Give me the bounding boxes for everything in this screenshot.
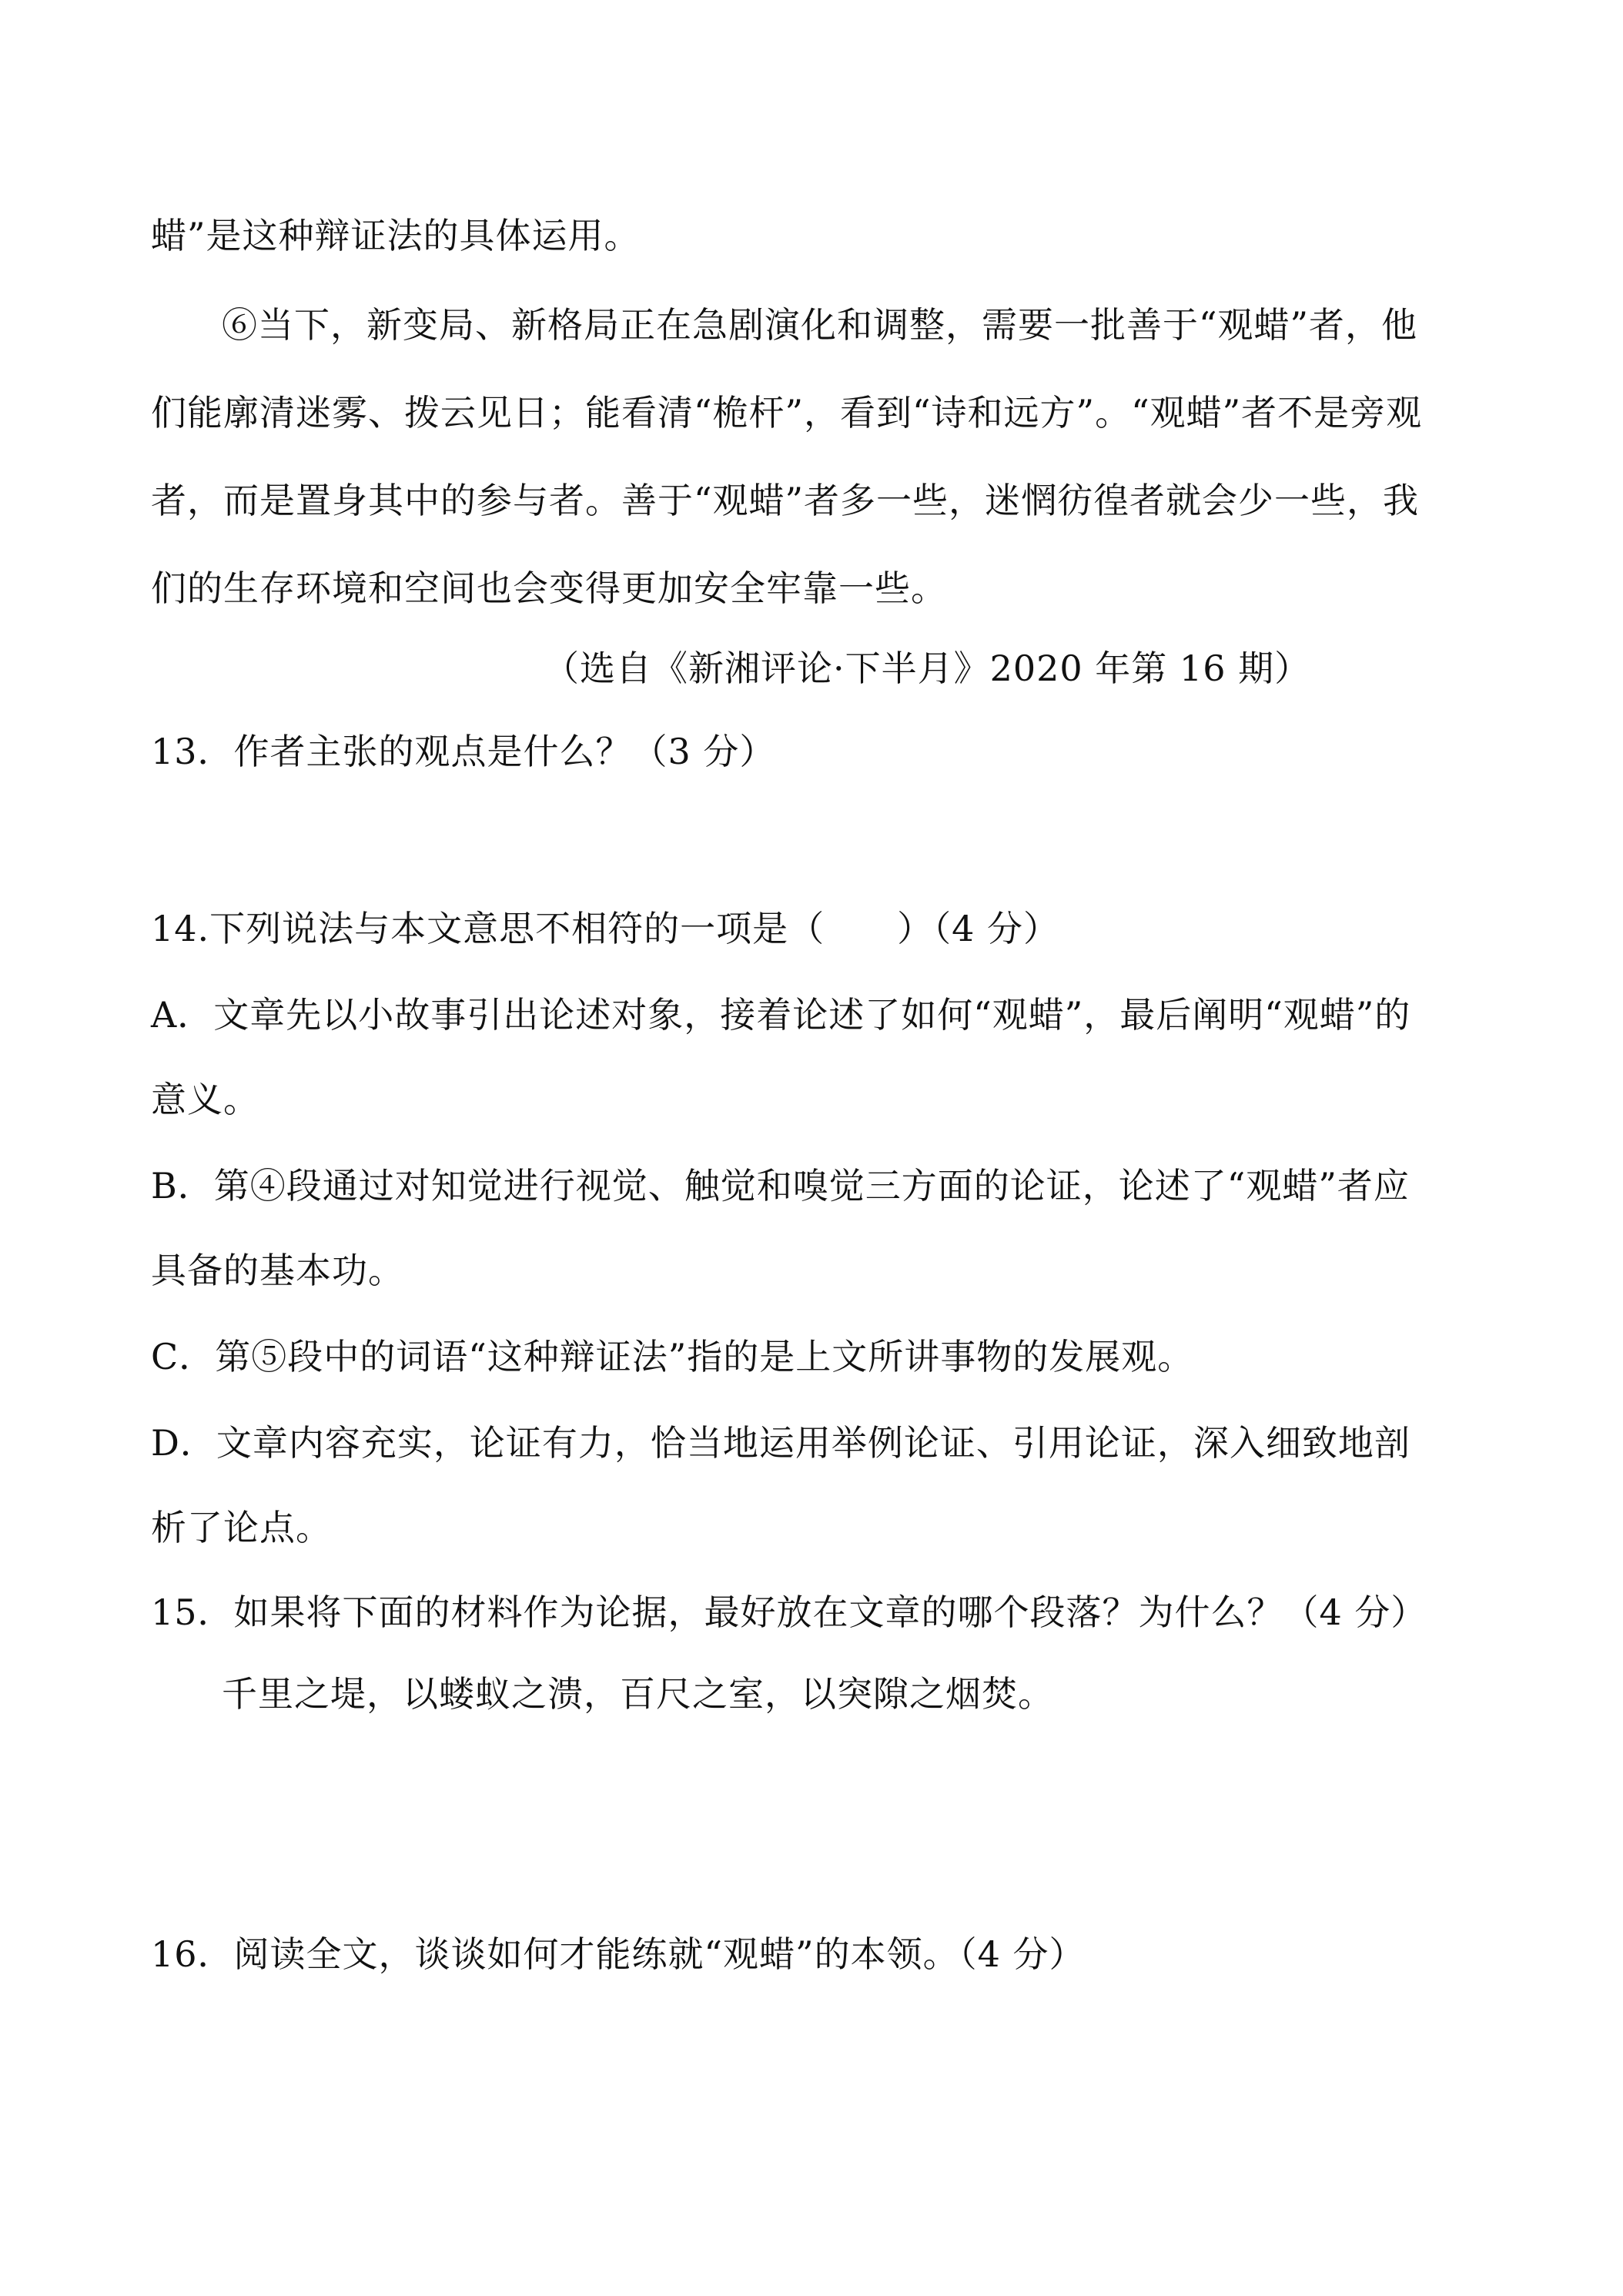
q14-option-b-line-1: B．第④段通过对知觉进行视觉、触觉和嗅觉三方面的论证，论述了“观蜡”者应	[151, 1165, 1410, 1207]
para6-line-4: 们的生存环境和空间也会变得更加安全牢靠一些。	[151, 567, 947, 609]
q14-option-d-line-1: D．文章内容充实，论证有力，恰当地运用举例论证、引用论证，深入细致地剖	[151, 1422, 1411, 1464]
para6-line-3: 者，而是置身其中的参与者。善于“观蜡”者多一些，迷惘彷徨者就会少一些，我	[151, 480, 1420, 521]
question-14: 14.下列说法与本文意思不相符的一项是（ ）（4 分）	[151, 908, 1060, 949]
question-13: 13．作者主张的观点是什么？（3 分）	[151, 731, 776, 772]
para6-line-1: ⑥当下，新变局、新格局正在急剧演化和调整，需要一批善于“观蜡”者，他	[222, 304, 1418, 346]
passage-continuation: 蜡”是这种辩证法的具体运用。	[151, 215, 641, 256]
para6-line-2: 们能廓清迷雾、拨云见日；能看清“桅杆”，看到“诗和远方”。“观蜡”者不是旁观	[151, 392, 1423, 433]
question-15: 15．如果将下面的材料作为论据，最好放在文章的哪个段落？为什么？（4 分）	[151, 1591, 1427, 1633]
question-16: 16．阅读全文，谈谈如何才能练就“观蜡”的本领。（4 分）	[151, 1933, 1086, 1975]
q14-option-c: C．第⑤段中的词语“这种辩证法”指的是上文所讲事物的发展观。	[151, 1336, 1194, 1377]
q14-option-d-line-2: 析了论点。	[151, 1507, 332, 1548]
q14-option-a-line-1: A．文章先以小故事引出论述对象，接着论述了如何“观蜡”，最后阐明“观蜡”的	[151, 994, 1411, 1036]
q14-option-b-line-2: 具备的基本功。	[151, 1250, 404, 1291]
passage-source: （选自《新湘评论·下半月》2020 年第 16 期）	[544, 648, 1311, 689]
q14-option-a-line-2: 意义。	[151, 1079, 259, 1120]
q15-material: 千里之堤，以蝼蚁之溃，百尺之室，以突隙之烟焚。	[222, 1673, 1054, 1715]
